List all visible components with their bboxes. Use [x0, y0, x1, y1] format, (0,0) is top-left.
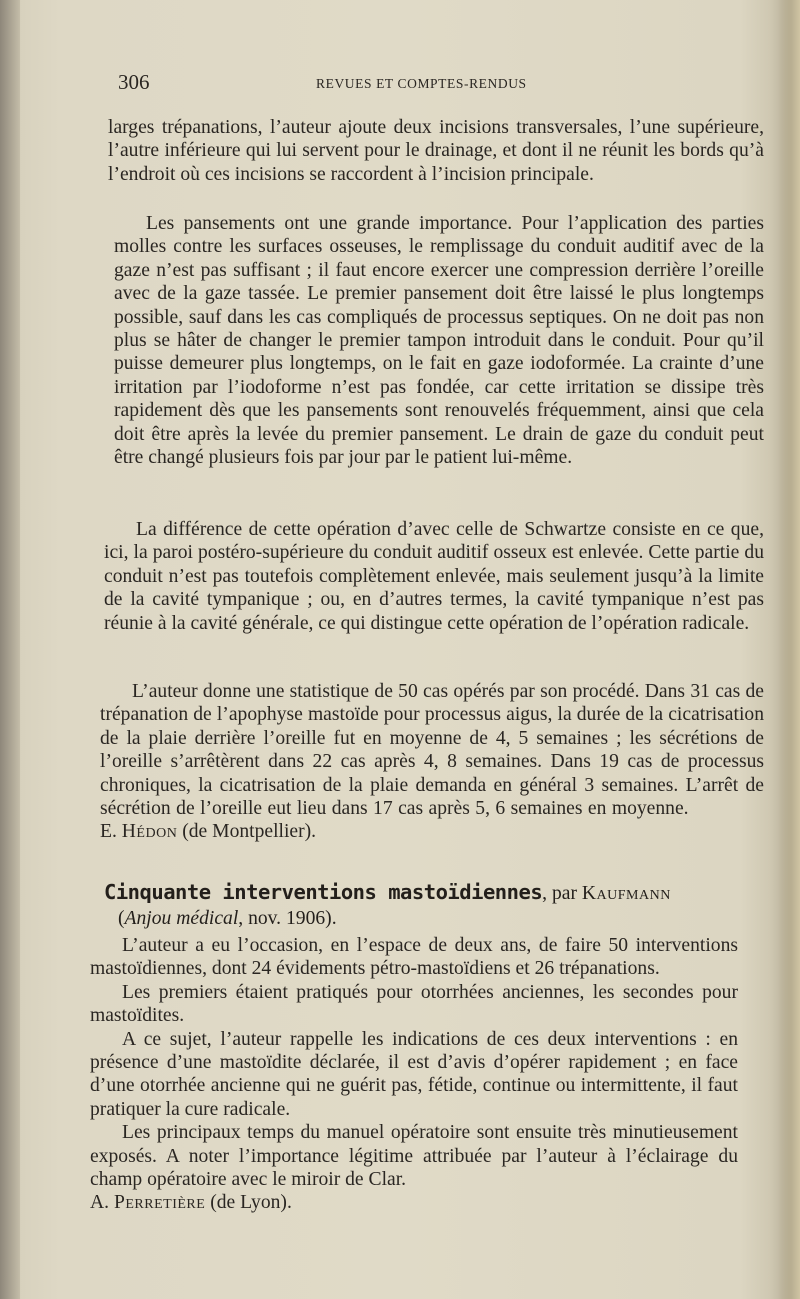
article-author: Kaufmann — [581, 883, 671, 904]
paragraph: Les pansements ont une grande importance. Pour l’application des parties molles contre les surfaces osseuses, le remplissage du conduit auditif avec de la gaze n’est pas suffisant ; il faut encore exercer une compression derrière l’oreille avec de la gaze tassée. Le premier pansement doit être laissé le plus longtemps possible, sauf dans les cas compliqués de processus septiques. On ne doit pas non plus se hâter de changer le premier tampon introduit dans le conduit. Pour qu’il puisse demeurer plus longtemps, on le fait en gaze iodoformée. La crainte d’une irritation par l’iodoforme n’est pas fondée, car cette irritation se dissipe très rapidement dès que les pansements sont renouvelés fréquemment, ainsi que cela doit être après la levée du premier pansement. Le drain de gaze du conduit peut être changé plusieurs fois par jour par le patient lui-même. — [114, 213, 764, 469]
page-edge — [778, 0, 800, 1299]
paragraph: larges trépanations, l’auteur ajoute deux incisions transversales, l’une supérieure, l’autre inférieure qui lui servent pour le drainage, et dont il ne réunit les bords qu’à l’endroit où ces incisions se raccordent à l’incision principale. — [108, 117, 764, 185]
paragraph-text: L’auteur donne une statistique de 50 cas opérés par son procédé. Dans 31 cas de trépanation de l’apophyse mastoïde pour processus aigus, la durée de la cicatrisation de la plaie derrière l’oreille fut en moyenne de 4, 5 semaines ; les sécrétions de l’oreille s’arrêtèrent dans 22 cas après 4, 8 semaines. Dans 19 cas de processus chroniques, la cicatrisation de la plaie demanda en général 3 semaines. L’arrêt de sécrétion de l’oreille eut lieu dans 17 cas après 5, 6 semaines en moyenne. — [100, 681, 764, 820]
signature-name: Perretière — [113, 1192, 206, 1214]
signature-name: Hédon — [121, 821, 178, 843]
article-journal: Anjou médical — [124, 908, 239, 929]
page-header — [118, 70, 738, 100]
paragraph: Les principaux temps du manuel opératoire sont ensuite très minutieusement exposés. A noter l’importance légitime attribuée par l’auteur à l’éclairage du champ opératoire avec le miroir de Clar. — [90, 1122, 738, 1191]
article-heading — [104, 880, 764, 931]
signature — [90, 1191, 738, 1214]
page-number: 306 — [118, 70, 150, 94]
article-date: , nov. 1906). — [238, 908, 337, 929]
page-gutter-shadow — [0, 0, 20, 1299]
paragraph: La différence de cette opération d’avec celle de Schwartze consiste en ce que, ici, la paroi postéro-supérieure du conduit auditif osseux est enlevée. Cette partie du conduit n’est pas toutefois complètement enlevée, mais seulement jusqu’à la limite de la cavité tympanique ; ou, en d’autres termes, la cavité tympanique n’est pas réunie à la cavité générale, ce qui distingue cette opération de l’opération radicale. — [104, 519, 764, 634]
paragraph: Les premiers étaient pratiqués pour otorrhées anciennes, les secondes pour mastoïdites. — [90, 981, 738, 1027]
paragraph-pansements — [114, 212, 764, 469]
article-body — [90, 934, 738, 1215]
article-source-open: ( — [118, 908, 125, 929]
paragraph-difference — [104, 518, 764, 635]
signature-initial: A. — [90, 1192, 110, 1214]
signature-place: (de Montpellier). — [182, 821, 317, 843]
paragraph-statistique — [100, 680, 764, 844]
running-title: REVUES ET COMPTES-RENDUS — [316, 76, 527, 91]
paragraph — [100, 680, 764, 844]
signature-initial: E. — [100, 821, 117, 843]
paragraph: A ce sujet, l’auteur rappelle les indications de ces deux interventions : en présence d’une mastoïdite déclarée, il est d’avis d’opérer rapidement ; en face d’une otorrhée ancienne qui ne guérit pas, fétide, continue ou intermittente, il faut pratiquer la cure radicale. — [90, 1028, 738, 1120]
article-by: , par — [542, 883, 577, 904]
signature-place: (de Lyon). — [210, 1192, 292, 1214]
paragraph-continued — [108, 116, 764, 186]
paragraph: L’auteur a eu l’occasion, en l’espace de deux ans, de faire 50 interventions mastoïdiennes, dont 24 évidements pétro-mastoïdiens et 26 trépanations. — [90, 935, 738, 980]
article-title: Cinquante interventions mastoïdiennes — [104, 880, 543, 904]
